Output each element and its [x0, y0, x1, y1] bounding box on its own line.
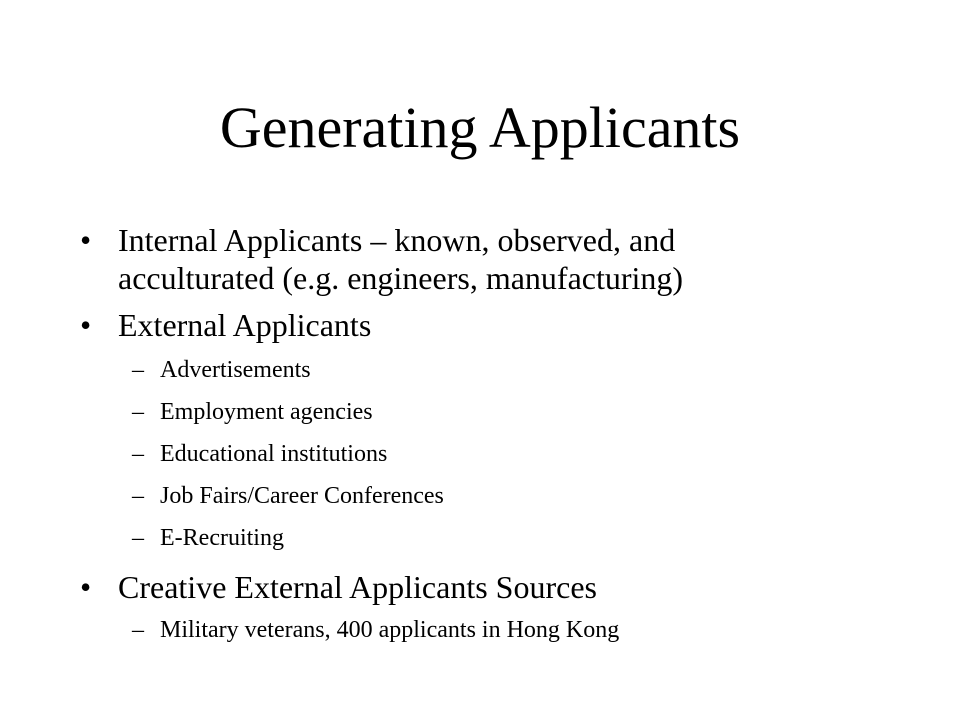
subitem-text: Advertisements — [160, 357, 311, 383]
bullet-internal-applicants — [80, 221, 800, 297]
sub-marker: – — [132, 357, 144, 383]
subitem-text: Job Fairs/Career Conferences — [160, 483, 444, 509]
subitem-e-recruiting — [132, 523, 832, 553]
bullet-text: Creative External Applicants Sources — [118, 569, 597, 605]
sub-marker: – — [132, 525, 144, 551]
bullet-marker: • — [80, 222, 92, 258]
subitem-employment-agencies — [132, 397, 832, 427]
sub-marker: – — [132, 399, 144, 425]
sub-marker: – — [132, 441, 144, 467]
bullet-marker: • — [80, 569, 92, 605]
slide-title: Generating Applicants — [219, 95, 741, 160]
subitem-text: E-Recruiting — [160, 525, 284, 551]
sub-marker: – — [132, 483, 144, 509]
bullet-text: External Applicants — [118, 307, 372, 343]
sub-marker: – — [132, 617, 144, 643]
bullet-marker: • — [80, 307, 92, 343]
bullet-external-applicants — [80, 306, 800, 344]
subitem-text: Educational institutions — [160, 441, 388, 467]
subitem-advertisements — [132, 355, 832, 385]
subitem-text: Employment agencies — [160, 399, 373, 425]
subitem-military-veterans — [132, 615, 832, 645]
bullet-text: Internal Applicants – known, observed, and acculturated (e.g. engineers, manufacturing) — [118, 222, 684, 296]
subitem-educational-institutions — [132, 439, 832, 469]
bullet-creative-sources — [80, 568, 800, 606]
subitem-text: Military veterans, 400 applicants in Hong Kong — [160, 617, 620, 643]
subitem-job-fairs — [132, 481, 832, 511]
